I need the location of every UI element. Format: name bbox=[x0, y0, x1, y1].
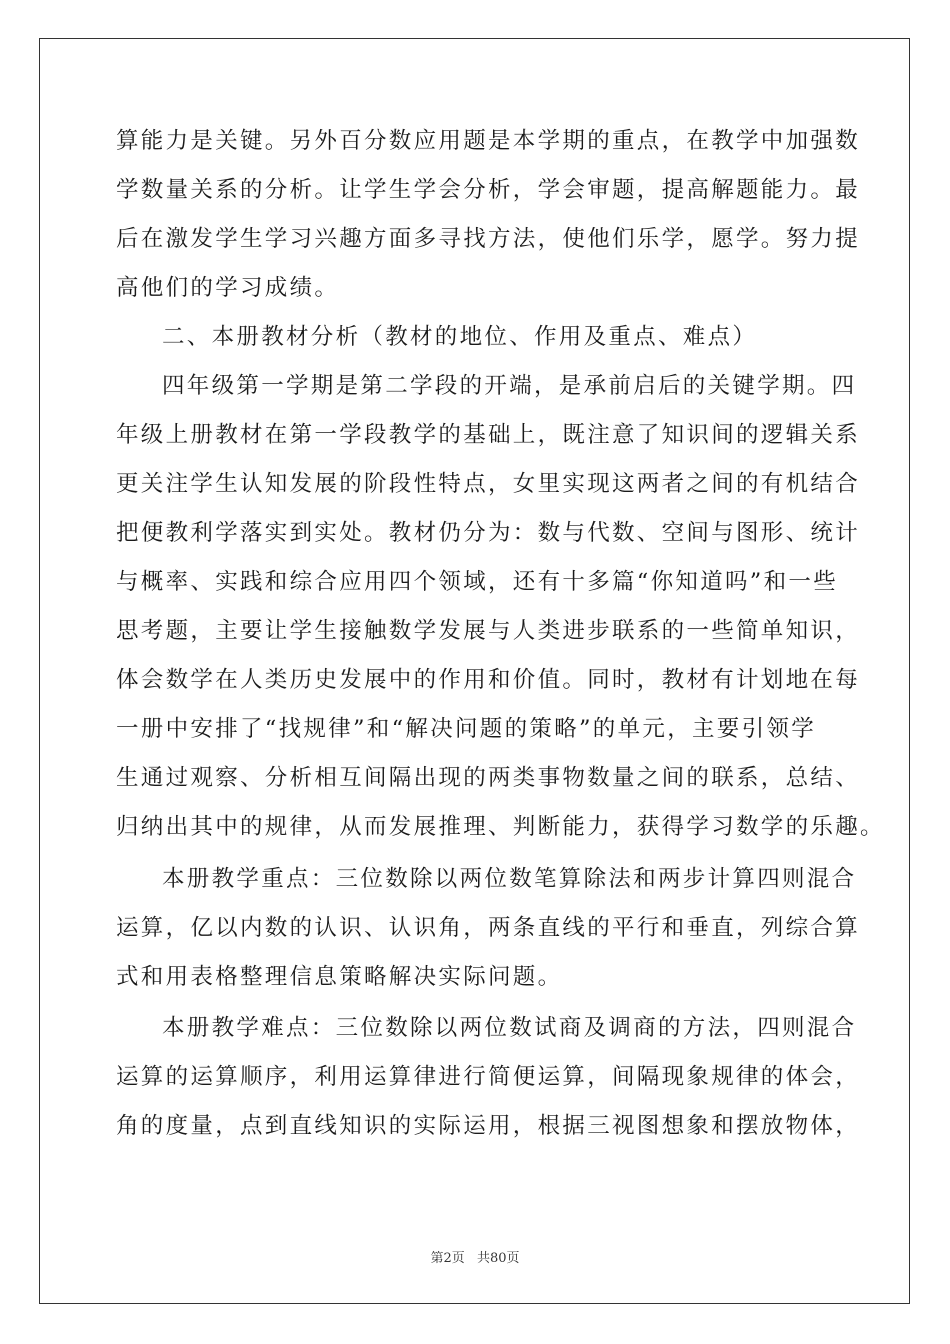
text-line: 运算的运算顺序，利用运算律进行简便运算，间隔现象规律的体会， bbox=[116, 1064, 861, 1090]
text-line: 本册教学难点：三位数除以两位数试商及调商的方法，四则混合 bbox=[162, 1015, 857, 1041]
text-line: 学数量关系的分析。让学生学会分析，学会审题，提高解题能力。最 bbox=[116, 177, 861, 203]
text-line: 生通过观察、分析相互间隔出现的两类事物数量之间的联系，总结、 bbox=[116, 765, 861, 791]
text-line: 与概率、实践和综合应用四个领域，还有十多篇“你知道吗”和一些 bbox=[116, 569, 839, 595]
text-line: 体会数学在人类历史发展中的作用和价值。同时，教材有计划地在每 bbox=[116, 667, 861, 693]
text-line: 式和用表格整理信息策略解决实际问题。 bbox=[116, 964, 563, 990]
page-total: 共80页 bbox=[476, 1251, 520, 1266]
text-line: 更关注学生认知发展的阶段性特点，女里实现这两者之间的有机结合 bbox=[116, 471, 861, 497]
text-line: 本册教学重点：三位数除以两位数笔算除法和两步计算四则混合 bbox=[162, 866, 857, 892]
text-line: 高他们的学习成绩。 bbox=[116, 275, 340, 301]
text-line: 四年级第一学期是第二学段的开端，是承前启后的关键学期。四 bbox=[162, 373, 857, 399]
text-line: 一册中安排了“找规律”和“解决问题的策略”的单元，主要引领学 bbox=[116, 716, 817, 742]
text-line: 运算，亿以内数的认识、认识角，两条直线的平行和垂直，列综合算 bbox=[116, 915, 861, 941]
text-line: 角的度量，点到直线知识的实际运用，根据三视图想象和摆放物体， bbox=[116, 1113, 861, 1139]
text-line: 思考题，主要让学生接触数学发展与人类进步联系的一些简单知识， bbox=[116, 618, 861, 644]
text-line: 后在激发学生学习兴趣方面多寻找方法，使他们乐学，愿学。努力提 bbox=[116, 226, 861, 252]
text-line: 把便教利学落实到实处。教材仍分为：数与代数、空间与图形、统计 bbox=[116, 520, 861, 546]
text-line: 算能力是关键。另外百分数应用题是本学期的重点，在教学中加强数 bbox=[116, 128, 861, 154]
page-footer bbox=[0, 1247, 950, 1266]
section-heading: 二、本册教材分析（教材的地位、作用及重点、难点） bbox=[162, 324, 758, 350]
text-line: 年级上册教材在第一学段教学的基础上，既注意了知识间的逻辑关系 bbox=[116, 422, 861, 448]
page-number: 第2页 bbox=[430, 1251, 465, 1266]
text-line: 归纳出其中的规律，从而发展推理、判断能力，获得学习数学的乐趣。 bbox=[116, 814, 885, 840]
